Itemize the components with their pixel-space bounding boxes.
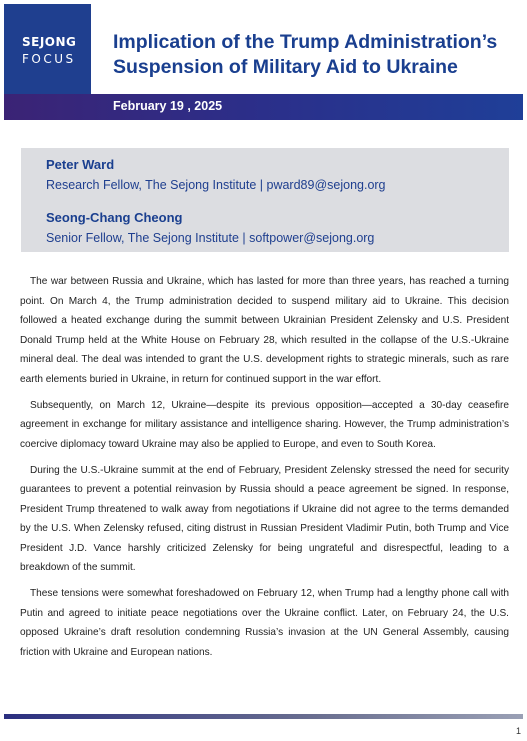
date-bar (4, 94, 523, 120)
paragraph-1: The war between Russia and Ukraine, which has lasted for more than three years, has reached a turning point. On March 4, the Trump administration decided to suspend military aid to Ukraine. This decision followed a heated exchange during the summit between Ukrainian President Zelensky and U.S. President Donald Trump held at the White House on February 28, which resulted in the collapse of the U.S.-Ukraine mineral deal. The deal was intended to grant the U.S. development rights to strategic minerals, such as rare earth elements buried in Ukraine, in return for continued support in the war effort. (20, 276, 509, 385)
logo-text-focus: FOCUS (22, 52, 76, 66)
author-affiliation-2: Senior Fellow, The Sejong Institute | softpower@sejong.org (46, 231, 375, 245)
publication-date: February 19 , 2025 (113, 99, 223, 113)
author-name-2: Seong-Chang Cheong (46, 210, 183, 225)
author-affiliation-1: Research Fellow, The Sejong Institute | pward89@sejong.org (46, 178, 386, 192)
footer-bar (4, 714, 523, 719)
author-name-1: Peter Ward (46, 157, 115, 172)
page-number: 1 (516, 726, 522, 736)
paragraph-4: These tensions were somewhat foreshadowed on February 12, when Trump had a lengthy phone call with Putin and agreed to initiate peace negotiations over the Ukraine conflict. Later, on February 24, the U.S. opposed Ukraine’s draft resolution condemning Russia’s invasion at the UN General Assembly, causing friction with Ukraine and European nations. (20, 588, 509, 658)
document-title: Implication of the Trump Administration’s Suspension of Military Aid to Ukraine (113, 31, 498, 78)
article-body (20, 272, 509, 669)
paragraph-2: Subsequently, on March 12, Ukraine—despite its previous opposition—accepted a 30-day ceasefire agreement in exchange for military assistance and intelligence sharing. However, the Trump administration’s coercive diplomacy toward Ukraine may also be applied to Europe, and even to South Korea. (20, 399, 509, 450)
paragraph-3: During the U.S.-Ukraine summit at the end of February, President Zelensky stressed the need for security guarantees to prevent a potential reinvasion by Russia should a peace agreement be signed. In response, President Trump threatened to walk away from negotiations if Ukraine did not agree to the terms demanded by the U.S. When Zelensky refused, citing distrust in Russian President Vladimir Putin, both Trump and Vice President J.D. Vance harshly criticized Zelensky for being ungrateful and disrespectful, leading to a breakdown of the summit. (20, 464, 509, 573)
sejong-focus-logo (4, 4, 91, 94)
logo-text-sejong: SEJONG (22, 35, 77, 49)
